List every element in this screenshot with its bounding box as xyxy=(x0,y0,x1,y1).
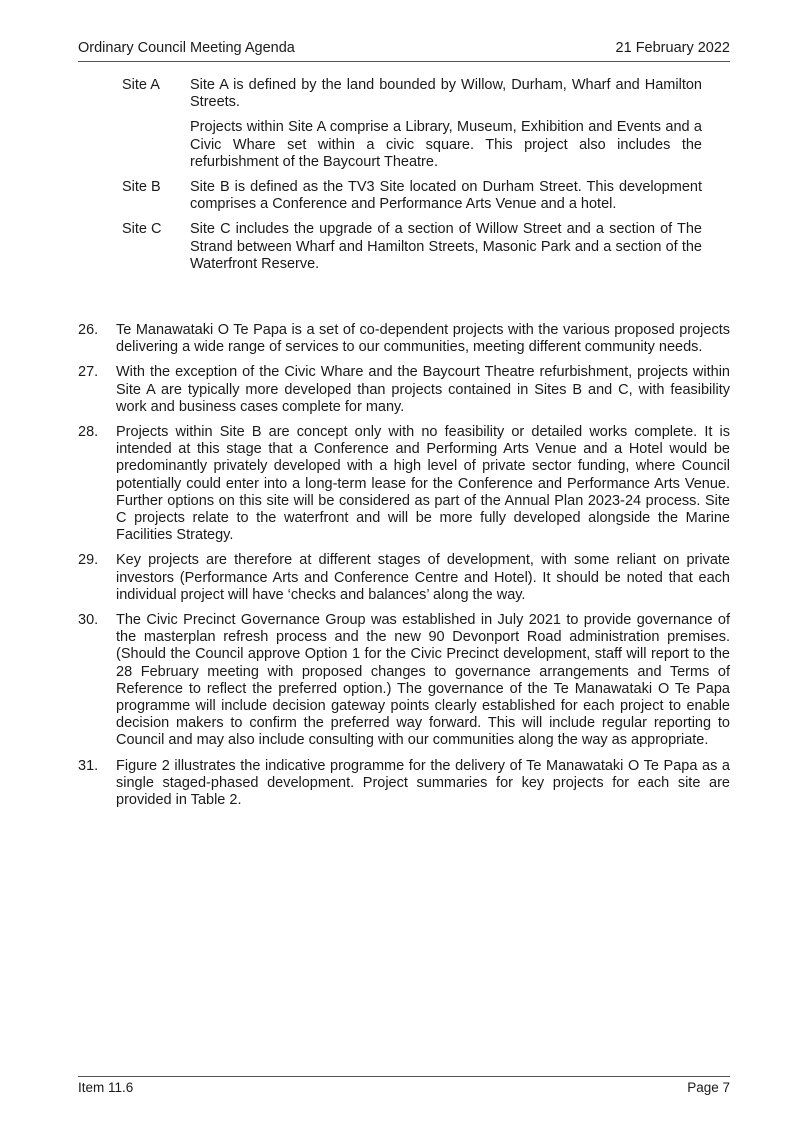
numbered-paragraph xyxy=(78,758,730,810)
numbered-paragraph xyxy=(78,552,730,604)
numbered-paragraph xyxy=(78,364,730,416)
site-definitions xyxy=(78,77,730,281)
paragraph-number: 28. xyxy=(78,424,99,441)
paragraph-text: Figure 2 illustrates the indicative programme for the delivery of Te Manawataki O Te Papa as a single staged-phased development. Project summaries for key projects for each site are provided in Table 2. xyxy=(116,757,730,809)
site-label: Site B xyxy=(122,179,161,196)
paragraph-text: Te Manawataki O Te Papa is a set of co-dependent projects with the various proposed projects delivering a wide range of services to our communities, meeting different community needs. xyxy=(116,322,730,356)
paragraph-text: With the exception of the Civic Whare and the Baycourt Theatre refurbishment, projects within Site A are typically more developed than projects contained in Sites B and C, with feasibility work and business cases complete for many. xyxy=(116,364,730,415)
numbered-paragraph xyxy=(78,322,730,356)
site-description xyxy=(190,179,702,213)
header-divider xyxy=(78,61,730,62)
site-paragraph: Projects within Site A comprise a Library, Museum, Exhibition and Events and a Civic Whare set within a civic square. This project also includes the refurbishment of the Baycourt Theatre. xyxy=(190,119,702,170)
site-label: Site A xyxy=(122,77,160,93)
page-header xyxy=(78,40,730,56)
paragraph-number: 26. xyxy=(78,322,99,338)
site-description xyxy=(190,77,702,171)
footer-page-number: Page 7 xyxy=(687,1080,730,1095)
site-row xyxy=(78,77,730,171)
site-paragraph: Site B is defined as the TV3 Site located on Durham Street. This development comprises a Conference and Performance Arts Venue and a hotel. xyxy=(190,179,702,213)
site-paragraph: Site A is defined by the land bounded by Willow, Durham, Wharf and Hamilton Streets. xyxy=(190,77,702,111)
paragraph-number: 29. xyxy=(78,552,99,569)
paragraph-number: 31. xyxy=(78,757,99,774)
paragraph-text: Projects within Site B are concept only with no feasibility or detailed works complete. It is intended at this stage that a Conference and Performing Arts Venue and a Hotel would be predominantly privately developed with a high level of private sector funding, where Council potentially could enter into a long-term lease for the Conference and Performance Arts Venue. Further options on this site will be considered as part of the Annual Plan 2023-24 process. Site C projects relate to the waterfront and will be more fully developed alongside the Marine Facilities Strategy. xyxy=(116,424,730,544)
paragraph-number: 27. xyxy=(78,364,99,381)
numbered-paragraph xyxy=(78,612,730,750)
paragraph-text: Key projects are therefore at different stages of development, with some reliant on private investors (Performance Arts and Conference Centre and Hotel). It should be noted that each individual project will have ‘checks and balances’ along the way. xyxy=(116,552,730,603)
site-paragraph: Site C includes the upgrade of a section of Willow Street and a section of The Strand between Wharf and Hamilton Streets, Masonic Park and a section of the Waterfront Reserve. xyxy=(190,221,702,272)
footer-divider xyxy=(78,1076,730,1077)
header-date: 21 February 2022 xyxy=(615,40,730,56)
paragraph-text: The Civic Precinct Governance Group was established in July 2021 to provide governance of the masterplan refresh process and the new 90 Devonport Road administration premises. (Should the Council approve Option 1 for the Civic Precinct development, staff will report to the 28 February meeting with proposed changes to governance arrangements and Terms of Reference to reflect the preferred option.) The governance of the Te Manawataki O Te Papa programme will include decision gateway points clearly established for each project to enable decision makers to confirm the preferred way forward. This will include regular reporting to Council and may also include consulting with our communities along the way as appropriate. xyxy=(116,612,730,749)
site-description xyxy=(190,221,702,273)
site-row xyxy=(78,221,730,273)
header-meeting-title: Ordinary Council Meeting Agenda xyxy=(78,40,295,56)
site-row xyxy=(78,179,730,213)
paragraph-number: 30. xyxy=(78,612,99,629)
numbered-paragraph xyxy=(78,424,730,544)
page-footer xyxy=(78,1080,730,1095)
numbered-paragraphs xyxy=(78,322,730,817)
site-label: Site C xyxy=(122,221,162,238)
footer-item-number: Item 11.6 xyxy=(78,1080,134,1095)
